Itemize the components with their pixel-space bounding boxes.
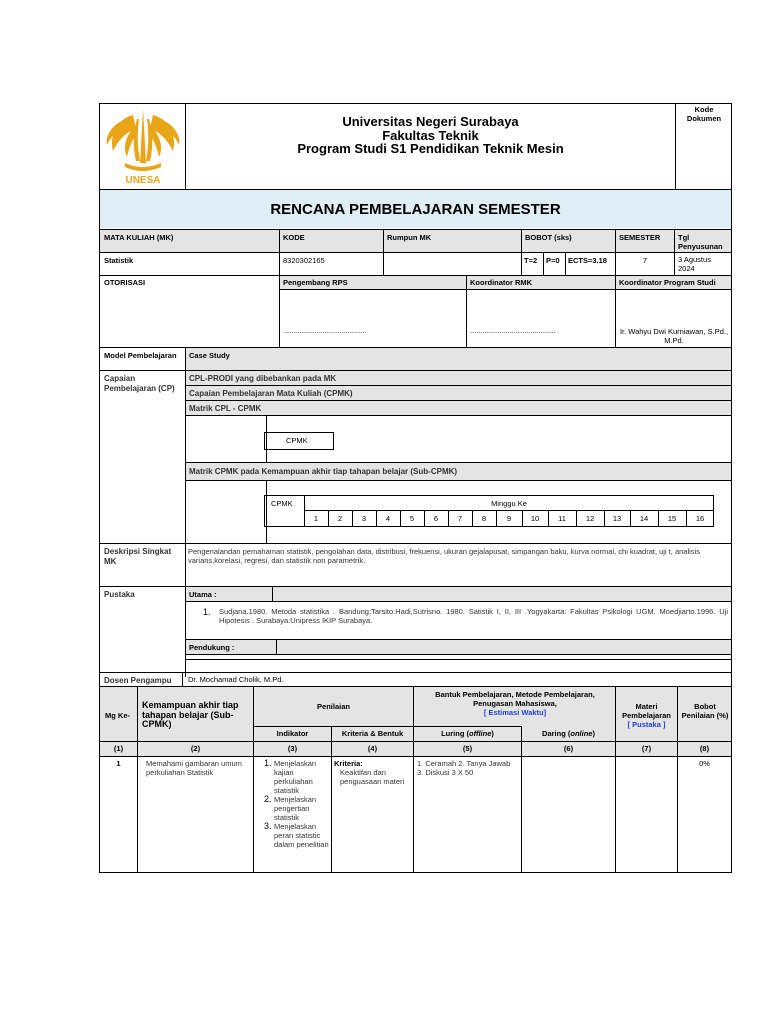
pustaka-utama-text: Sudjana.1980. Metoda statistika . Bandung:Tarsito.Hadi,Sutrisno. 1980. Satistik I, II, III .Yogyakarta: Fakultas Psikologi UGM. Moedjiarto.1996. Uji Hipotesis . Surabaya:Unipress IKIP Surabaya. bbox=[219, 607, 728, 625]
week-16: 16 bbox=[695, 514, 705, 523]
indikator-text: Menjelaskan peran statistic dalam penelitian bbox=[274, 822, 329, 849]
rumpun-label: Rumpun MK bbox=[387, 233, 432, 242]
koordinator-prodi-label: Koordinator Program Studi bbox=[619, 278, 716, 287]
cp-label: Capaian Pembelajaran (CP) bbox=[104, 374, 175, 393]
col-mg-ke: Mg Ke- bbox=[105, 711, 130, 720]
tgl-penyusunan-value: 3 Agustus 2024 bbox=[678, 255, 711, 273]
dosen-value: Dr. Mochamad Cholik, M.Pd. bbox=[188, 675, 284, 684]
week-divider bbox=[496, 510, 497, 527]
matrik-sub-cpmk-label: Matrik CPMK pada Kemampuan akhir tiap tahapan belajar (Sub-CPMK) bbox=[189, 467, 458, 476]
week-5: 5 bbox=[409, 514, 415, 523]
cpmk-label: Capaian Pembelajaran Mata Kuliah (CPMK) bbox=[189, 389, 353, 398]
indikator-item bbox=[264, 759, 330, 795]
week-divider bbox=[400, 510, 401, 527]
koordinator-rmk-label: Koordinator RMK bbox=[470, 278, 533, 287]
week-divider bbox=[328, 510, 329, 527]
mata-kuliah-value: Statistik bbox=[104, 256, 134, 265]
col-number: (1) bbox=[113, 744, 124, 753]
col-bantuk-pembelajaran: Bantuk Pembelajaran, Metode Pembelajaran, Penugasan Mahasiswa, [ Estimasi Waktu] bbox=[420, 690, 610, 717]
week-7: 7 bbox=[457, 514, 463, 523]
week-14: 14 bbox=[639, 514, 649, 523]
col-number: (7) bbox=[641, 744, 652, 753]
week-12: 12 bbox=[585, 514, 595, 523]
kode-label: KODE bbox=[283, 233, 305, 242]
col-kemampuan: Kemampuan akhir tiap tahapan belajar (Sub-CPMK) bbox=[142, 700, 239, 729]
row1-indikator-list bbox=[264, 759, 330, 849]
bobot-t: T=2 bbox=[524, 256, 538, 265]
row1-luring: 1. Ceramah 2. Tanya Jawab 3. Diskusi 3 X 50 bbox=[417, 759, 511, 777]
deskripsi-label: Deskripsi Singkat MK bbox=[104, 547, 172, 566]
col-number: (2) bbox=[190, 744, 201, 753]
week-divider bbox=[686, 510, 687, 527]
week-divider bbox=[630, 510, 631, 527]
kode-dokumen-label: Kode Dokumen bbox=[686, 105, 722, 123]
pustaka-label: Pustaka bbox=[104, 590, 135, 599]
row1-kriteria-label: Kriteria: bbox=[334, 759, 363, 768]
week-8: 8 bbox=[481, 514, 487, 523]
col-number: (3) bbox=[287, 744, 298, 753]
semester-value: 7 bbox=[642, 256, 648, 265]
indikator-item bbox=[264, 795, 330, 822]
header-titles bbox=[186, 115, 675, 156]
week-divider bbox=[576, 510, 577, 527]
indikator-number: 2. bbox=[264, 794, 272, 804]
cpl-prodi-label: CPL-PRODI yang dibebankan pada MK bbox=[189, 374, 337, 383]
col-luring: Luring (offline) bbox=[441, 729, 494, 738]
estimasi-waktu-label: [ Estimasi Waktu] bbox=[483, 708, 547, 717]
pustaka-utama-number: 1. bbox=[203, 607, 211, 617]
otorisasi-label: OTORISASI bbox=[104, 278, 146, 287]
col-number: (4) bbox=[367, 744, 378, 753]
pustaka-pendukung-label: Pendukung : bbox=[189, 643, 235, 652]
col-indikator: Indikator bbox=[276, 729, 309, 738]
deskripsi-text: Pengenalandan pemahaman statistik, pengolahan data, distribusi, frekuensi, ukuran gejalapusat, simpangan baku, kurva normal, chi kuadrat, uji t, analisis varians,korelasi, regresi, dan statistik non parametrik. bbox=[188, 547, 700, 565]
indikator-number: 1. bbox=[264, 758, 272, 768]
rmk-signature: ......................................... bbox=[470, 326, 556, 335]
week-4: 4 bbox=[385, 514, 391, 523]
document-title: RENCANA PEMBELAJARAN SEMESTER bbox=[270, 201, 561, 218]
week-10: 10 bbox=[530, 514, 540, 523]
week-divider bbox=[548, 510, 549, 527]
bobot-label: BOBOT (sks) bbox=[525, 233, 572, 242]
semester-label: SEMESTER bbox=[619, 233, 661, 242]
week-6: 6 bbox=[433, 514, 439, 523]
model-label: Model Pembelajaran bbox=[104, 351, 177, 360]
week-divider bbox=[658, 510, 659, 527]
pengembang-signature: ........................................ bbox=[283, 326, 367, 335]
indikator-text: Menjelaskan kajian perkuliahan statistik bbox=[274, 759, 317, 795]
col-number: (6) bbox=[563, 744, 574, 753]
indikator-number: 3. bbox=[264, 821, 272, 831]
cpmk-matrix-label: CPMK bbox=[286, 436, 308, 445]
week-9: 9 bbox=[506, 514, 512, 523]
col-bobot: Bobot Penilaian (%) bbox=[681, 702, 729, 720]
row1-bobot: 0% bbox=[699, 759, 710, 768]
indikator-text: Menjelaskan pengertian statistik bbox=[274, 795, 317, 822]
minggu-ke-label: Minggu Ke bbox=[491, 499, 527, 508]
unesa-logo bbox=[103, 105, 183, 187]
matrik-cpl-cpmk-label: Matrik CPL - CPMK bbox=[189, 404, 262, 413]
row1-mg: 1 bbox=[116, 759, 121, 768]
row1-kriteria: Keaktifan dan penguasaan materi bbox=[340, 768, 405, 786]
week-1: 1 bbox=[313, 514, 319, 523]
bobot-p: P=0 bbox=[546, 256, 560, 265]
week-divider bbox=[376, 510, 377, 527]
indikator-item bbox=[264, 822, 330, 849]
week-divider bbox=[424, 510, 425, 527]
week-divider bbox=[448, 510, 449, 527]
col-penilaian: Penilaian bbox=[317, 702, 350, 711]
sub-cpmk-label: CPMK bbox=[271, 499, 293, 508]
week-divider bbox=[472, 510, 473, 527]
dosen-label: Dosen Pengampu bbox=[104, 676, 172, 685]
bobot-ects: ECTS=3.18 bbox=[568, 256, 607, 265]
logo-text: UNESA bbox=[125, 175, 161, 186]
pustaka-utama-label: Utama : bbox=[189, 590, 217, 599]
pengembang-rps-label: Pengembang RPS bbox=[283, 278, 348, 287]
tgl-penyusunan-label: Tgl Penyusunan bbox=[678, 233, 723, 251]
pustaka-ref-label: [ Pustaka ] bbox=[627, 720, 666, 729]
prodi-coordinator-name: Ir. Wahyu Dwi Kurniawan, S.Pd., M.Pd. bbox=[619, 327, 729, 345]
week-divider bbox=[522, 510, 523, 527]
week-2: 2 bbox=[337, 514, 343, 523]
mata-kuliah-label: MATA KULIAH (MK) bbox=[104, 233, 174, 242]
university-name: Universitas Negeri Surabaya bbox=[342, 114, 519, 129]
week-11: 11 bbox=[558, 514, 566, 523]
program-name: Program Studi S1 Pendidikan Teknik Mesin bbox=[297, 141, 564, 156]
col-materi: Materi Pembelajaran [ Pustaka ] bbox=[616, 702, 677, 729]
row1-kemampuan: Memahami gambaran umum perkuliahan Statistik bbox=[146, 759, 242, 777]
col-kriteria-bentuk: Kriteria & Bentuk bbox=[341, 729, 404, 738]
week-divider bbox=[352, 510, 353, 527]
faculty-name: Fakultas Teknik bbox=[382, 127, 479, 143]
col-number: (5) bbox=[462, 744, 473, 753]
col-number: (8) bbox=[699, 744, 710, 753]
kode-value: 8320302165 bbox=[283, 256, 325, 265]
col-daring: Daring (online) bbox=[542, 729, 595, 738]
week-15: 15 bbox=[667, 514, 677, 523]
week-divider bbox=[604, 510, 605, 527]
week-13: 13 bbox=[612, 514, 622, 523]
week-3: 3 bbox=[361, 514, 367, 523]
model-value: Case Study bbox=[189, 351, 230, 360]
